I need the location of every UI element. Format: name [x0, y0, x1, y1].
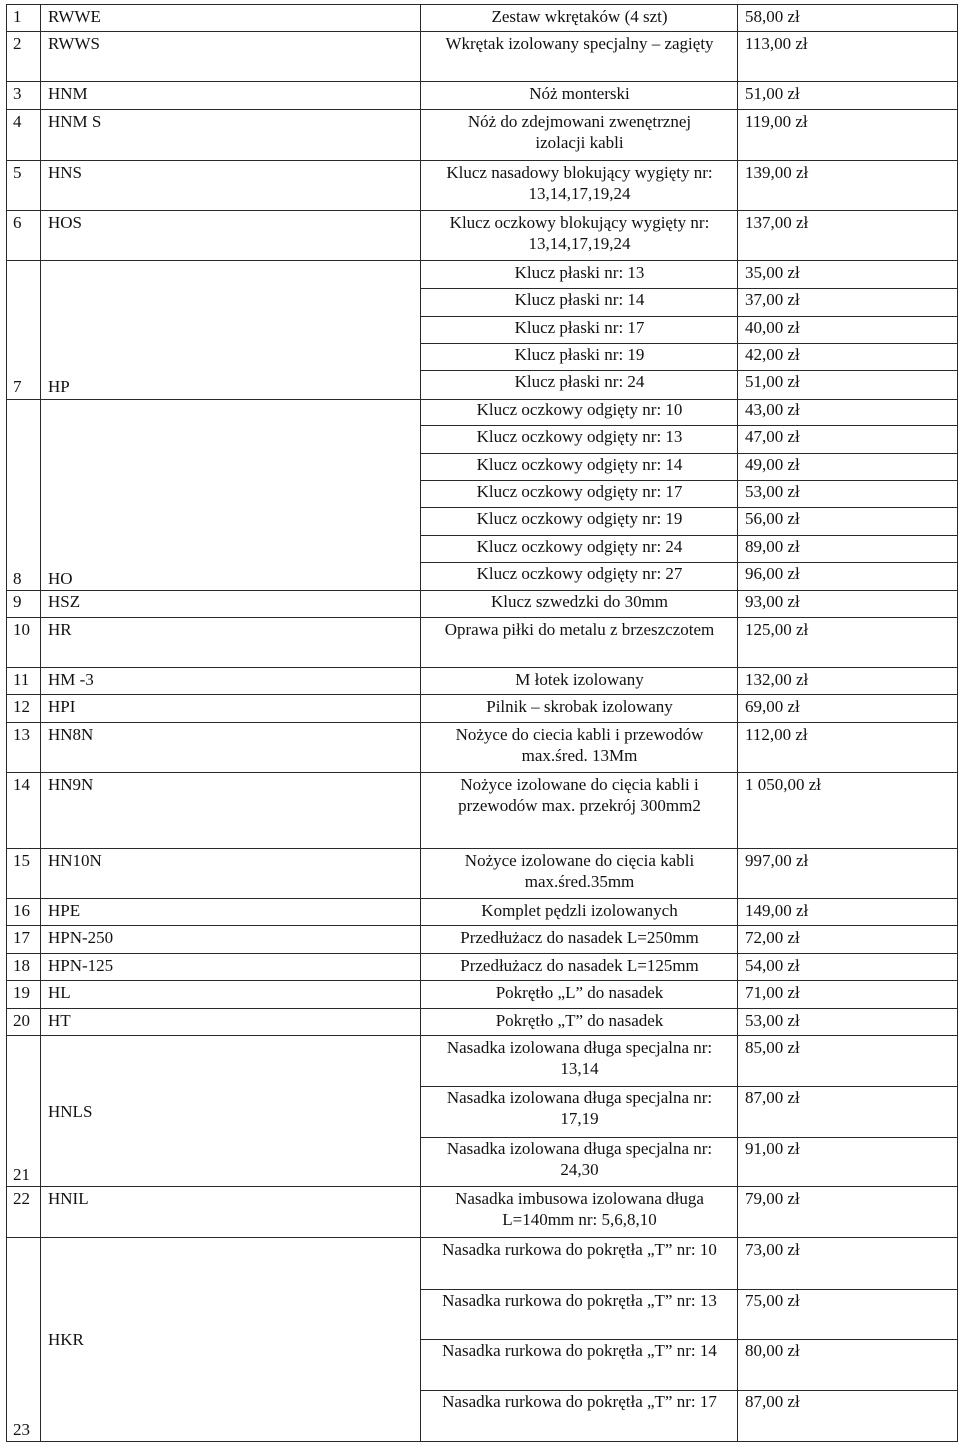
row-divider — [6, 925, 957, 926]
price: 75,00 zł — [745, 1291, 800, 1310]
row-divider — [6, 1237, 957, 1238]
row-divider — [6, 1035, 957, 1036]
product-code: HPI — [48, 697, 76, 716]
price: 51,00 zł — [745, 84, 800, 103]
column-line-1 — [40, 4, 41, 1442]
product-name: L=140mm nr: 5,6,8,10 — [502, 1210, 657, 1229]
price: 37,00 zł — [745, 290, 800, 309]
product-name: Zestaw wkrętaków (4 szt) — [491, 7, 668, 26]
price: 40,00 zł — [745, 318, 800, 337]
price: 119,00 zł — [745, 112, 808, 131]
product-code: HPN-250 — [48, 928, 114, 947]
product-code: HSZ — [48, 592, 81, 611]
product-name: Pilnik – skrobak izolowany — [486, 697, 673, 716]
row-number: 3 — [13, 84, 22, 103]
product-name: Klucz oczkowy odgięty nr: 19 — [476, 509, 683, 528]
row-number: 11 — [13, 670, 30, 689]
product-name: Klucz oczkowy odgięty nr: 24 — [476, 537, 683, 556]
product-name: Nasadka imbusowa izolowana długa — [455, 1189, 704, 1208]
product-name: Klucz nasadowy blokujący wygięty nr: — [446, 163, 713, 182]
product-name: Nasadka izolowana długa specjalna nr: — [446, 1088, 713, 1107]
product-name: Nożyce do ciecia kabli i przewodów — [455, 725, 704, 744]
product-code: HT — [48, 1011, 71, 1030]
price: 96,00 zł — [745, 564, 800, 583]
product-name: Klucz oczkowy odgięty nr: 27 — [476, 564, 683, 583]
row-number: 2 — [13, 34, 22, 53]
price: 43,00 zł — [745, 400, 800, 419]
row-divider — [6, 590, 957, 591]
price: 42,00 zł — [745, 345, 800, 364]
product-name: Nasadka rurkowa do pokrętła „T” nr: 13 — [442, 1291, 717, 1310]
price: 137,00 zł — [745, 213, 809, 232]
product-code: HPE — [48, 901, 81, 920]
row-number: 10 — [13, 620, 30, 639]
product-name: 13,14,17,19,24 — [528, 234, 631, 253]
product-code: HM -3 — [48, 670, 94, 689]
product-code: HNIL — [48, 1189, 89, 1208]
row-number: 4 — [13, 112, 22, 131]
product-name: Klucz płaski nr: 24 — [514, 372, 645, 391]
row-number: 18 — [13, 956, 30, 975]
row-number: 12 — [13, 697, 30, 716]
price: 91,00 zł — [745, 1139, 800, 1158]
row-number: 15 — [13, 851, 30, 870]
row-divider — [6, 1186, 957, 1187]
column-line-4 — [957, 4, 958, 1442]
row-number: 6 — [13, 213, 22, 232]
row-divider — [6, 722, 957, 723]
row-number: 14 — [13, 775, 30, 794]
price: 53,00 zł — [745, 1011, 800, 1030]
price: 69,00 zł — [745, 697, 800, 716]
price: 132,00 zł — [745, 670, 809, 689]
product-name: 17,19 — [560, 1109, 599, 1128]
price: 72,00 zł — [745, 928, 800, 947]
row-divider — [6, 617, 957, 618]
product-name: 13,14 — [560, 1059, 599, 1078]
product-code: HOS — [48, 213, 83, 232]
price: 89,00 zł — [745, 537, 800, 556]
table-bottom-border — [6, 1441, 957, 1442]
product-name: Przedłużacz do nasadek L=125mm — [460, 956, 699, 975]
price: 149,00 zł — [745, 901, 809, 920]
price: 54,00 zł — [745, 956, 800, 975]
product-name: Klucz płaski nr: 17 — [514, 318, 645, 337]
price: 58,00 zł — [745, 7, 800, 26]
row-divider — [6, 4, 957, 5]
row-divider — [6, 772, 957, 773]
row-number: 7 — [13, 377, 22, 396]
row-number: 5 — [13, 163, 22, 182]
product-code: HN9N — [48, 775, 94, 794]
price: 85,00 zł — [745, 1038, 800, 1057]
product-name: M łotek izolowany — [515, 670, 644, 689]
product-code: HNM — [48, 84, 88, 103]
row-number: 17 — [13, 928, 30, 947]
product-code: RWWE — [48, 7, 101, 26]
product-name: max.śred. 13Mm — [521, 746, 638, 765]
row-number: 19 — [13, 983, 30, 1002]
row-number: 23 — [13, 1420, 30, 1439]
product-name: Nasadka rurkowa do pokrętła „T” nr: 10 — [442, 1240, 717, 1259]
product-code: HN8N — [48, 725, 94, 744]
sub-row-divider — [420, 343, 957, 344]
product-name: Klucz szwedzki do 30mm — [490, 592, 669, 611]
row-divider — [6, 848, 957, 849]
sub-row-divider — [420, 370, 957, 371]
product-name: Nożyce izolowane do cięcia kabli — [464, 851, 695, 870]
column-line-2 — [420, 4, 421, 1442]
product-code: HP — [48, 377, 70, 396]
product-code: HPN-125 — [48, 956, 114, 975]
row-number: 1 — [13, 7, 22, 26]
row-divider — [6, 1008, 957, 1009]
price: 71,00 zł — [745, 983, 800, 1002]
price: 87,00 zł — [745, 1088, 800, 1107]
product-name: 13,14,17,19,24 — [528, 184, 631, 203]
price: 35,00 zł — [745, 263, 800, 282]
row-number: 22 — [13, 1189, 30, 1208]
product-name: max.śred.35mm — [524, 872, 635, 891]
row-number: 8 — [13, 569, 22, 588]
product-code: HR — [48, 620, 72, 639]
row-number: 13 — [13, 725, 30, 744]
price: 112,00 zł — [745, 725, 808, 744]
product-name: izolacji kabli — [535, 133, 624, 152]
price: 113,00 zł — [745, 34, 808, 53]
row-divider — [6, 109, 957, 110]
product-name: Klucz płaski nr: 19 — [514, 345, 645, 364]
price: 1 050,00 zł — [745, 775, 822, 794]
sub-row-divider — [420, 288, 957, 289]
sub-row-divider — [420, 316, 957, 317]
product-code: RWWS — [48, 34, 100, 53]
product-name: Komplet pędzli izolowanych — [481, 901, 678, 920]
row-divider — [6, 694, 957, 695]
product-code: HL — [48, 983, 71, 1002]
row-divider — [6, 953, 957, 954]
price: 87,00 zł — [745, 1392, 800, 1411]
price: 51,00 zł — [745, 372, 800, 391]
price: 56,00 zł — [745, 509, 800, 528]
product-name: Klucz oczkowy odgięty nr: 14 — [476, 455, 683, 474]
product-name: Oprawa piłki do metalu z brzeszczotem — [444, 620, 715, 639]
price: 125,00 zł — [745, 620, 809, 639]
product-name: Nasadka izolowana długa specjalna nr: — [446, 1038, 713, 1057]
product-name: Pokrętło „T” do nasadek — [495, 1011, 664, 1030]
product-code: HKR — [48, 1330, 84, 1349]
product-code: HNLS — [48, 1102, 93, 1121]
product-name: Nasadka rurkowa do pokrętła „T” nr: 14 — [442, 1341, 717, 1360]
product-name: Klucz oczkowy odgięty nr: 13 — [476, 427, 683, 446]
row-divider — [6, 667, 957, 668]
price: 47,00 zł — [745, 427, 800, 446]
product-code: HO — [48, 569, 73, 588]
product-name: Pokrętło „L” do nasadek — [495, 983, 664, 1002]
row-divider — [6, 898, 957, 899]
price: 997,00 zł — [745, 851, 809, 870]
product-name: Klucz oczkowy blokujący wygięty nr: — [449, 213, 710, 232]
product-name: Klucz oczkowy odgięty nr: 17 — [476, 482, 683, 501]
product-name: Nożyce izolowane do cięcia kabli i — [460, 775, 699, 794]
price: 49,00 zł — [745, 455, 800, 474]
price: 93,00 zł — [745, 592, 800, 611]
product-code: HNM S — [48, 112, 102, 131]
price: 53,00 zł — [745, 482, 800, 501]
row-number: 20 — [13, 1011, 30, 1030]
row-divider — [6, 980, 957, 981]
product-code: HNS — [48, 163, 83, 182]
row-divider — [6, 160, 957, 161]
row-divider — [6, 81, 957, 82]
price: 79,00 zł — [745, 1189, 800, 1208]
price: 73,00 zł — [745, 1240, 800, 1259]
product-name: 24,30 — [560, 1160, 599, 1179]
row-number: 16 — [13, 901, 30, 920]
row-divider — [6, 31, 957, 32]
product-name: Wkrętak izolowany specjalny – zagięty — [445, 34, 714, 53]
price: 80,00 zł — [745, 1341, 800, 1360]
product-name: Przedłużacz do nasadek L=250mm — [460, 928, 699, 947]
product-name: Klucz płaski nr: 13 — [514, 263, 645, 282]
product-name: Klucz płaski nr: 14 — [514, 290, 645, 309]
product-name: Klucz oczkowy odgięty nr: 10 — [476, 400, 683, 419]
product-name: Nóż monterski — [529, 84, 630, 103]
row-number: 9 — [13, 592, 22, 611]
row-divider — [6, 260, 957, 261]
price: 139,00 zł — [745, 163, 809, 182]
column-line-0 — [6, 4, 7, 1442]
column-line-3 — [737, 4, 738, 1442]
row-divider — [6, 210, 957, 211]
product-name: Nasadka izolowana długa specjalna nr: — [446, 1139, 713, 1158]
product-name: Nasadka rurkowa do pokrętła „T” nr: 17 — [442, 1392, 717, 1411]
product-code: HN10N — [48, 851, 102, 870]
product-name: Nóż do zdejmowani zwenętrznej — [467, 112, 692, 131]
row-number: 21 — [13, 1165, 30, 1184]
product-name: przewodów max. przekrój 300mm2 — [458, 796, 701, 815]
